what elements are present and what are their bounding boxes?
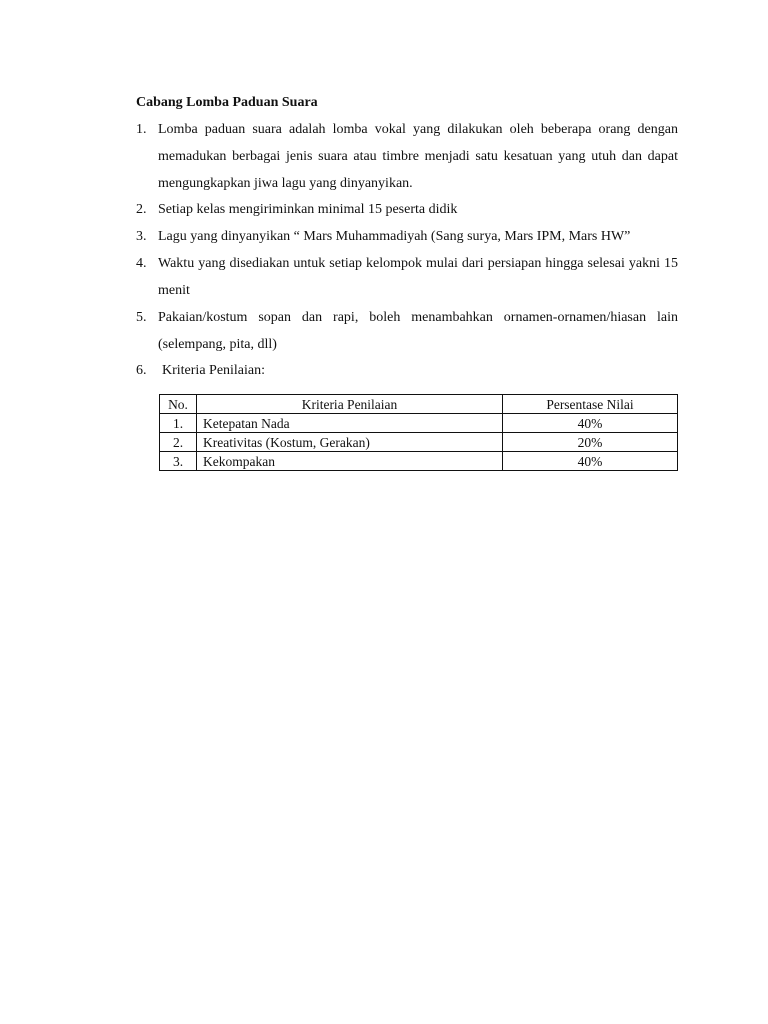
list-item-number: 2. xyxy=(136,202,147,217)
list-item xyxy=(136,357,678,384)
criteria-cell: Ketepatan Nada xyxy=(197,414,503,433)
list-item-text: Pakaian/kostum sopan dan rapi, boleh menambahkan ornamen-ornamen/hiasan lain (selempang, pita, dll) xyxy=(158,310,678,352)
section-heading: Cabang Lomba Paduan Suara xyxy=(136,95,318,110)
list-item-number: 6. xyxy=(136,363,147,378)
column-header-no: No. xyxy=(160,395,197,414)
column-header-criteria: Kriteria Penilaian xyxy=(197,395,503,414)
list-item-text: Lomba paduan suara adalah lomba vokal yang dilakukan oleh beberapa orang dengan memadukan berbagai jenis suara atau timbre menjadi satu kesatuan yang utuh dan dapat mengungkapkan jiwa lagu yang dinyanyikan. xyxy=(158,122,678,191)
list-item-number: 3. xyxy=(136,229,147,244)
list-item xyxy=(136,116,678,197)
list-item xyxy=(136,223,678,250)
list-item xyxy=(136,250,678,304)
criteria-cell: Kreativitas (Kostum, Gerakan) xyxy=(197,433,503,452)
table-row xyxy=(160,452,678,471)
list-item-text: Setiap kelas mengiriminkan minimal 15 peserta didik xyxy=(158,202,458,217)
criteria-table xyxy=(159,394,678,471)
column-header-percentage: Persentase Nilai xyxy=(503,395,678,414)
list-item xyxy=(136,196,678,223)
row-number-cell: 3. xyxy=(160,452,197,471)
percentage-cell: 40% xyxy=(503,414,678,433)
list-item-number: 1. xyxy=(136,122,147,137)
percentage-cell: 20% xyxy=(503,433,678,452)
row-number-cell: 1. xyxy=(160,414,197,433)
list-item-text: Lagu yang dinyanyikan “ Mars Muhammadiyah (Sang surya, Mars IPM, Mars HW” xyxy=(158,229,631,244)
table-row xyxy=(160,414,678,433)
criteria-cell: Kekompakan xyxy=(197,452,503,471)
percentage-cell: 40% xyxy=(503,452,678,471)
table-row xyxy=(160,433,678,452)
row-number-cell: 2. xyxy=(160,433,197,452)
list-item-text: Waktu yang disediakan untuk setiap kelompok mulai dari persiapan hingga selesai yakni 15 menit xyxy=(158,256,678,298)
table-header-row xyxy=(160,395,678,414)
list-item-number: 5. xyxy=(136,310,147,325)
list-item-text: Kriteria Penilaian: xyxy=(162,363,266,378)
list-item-number: 4. xyxy=(136,256,147,271)
list-item xyxy=(136,304,678,358)
